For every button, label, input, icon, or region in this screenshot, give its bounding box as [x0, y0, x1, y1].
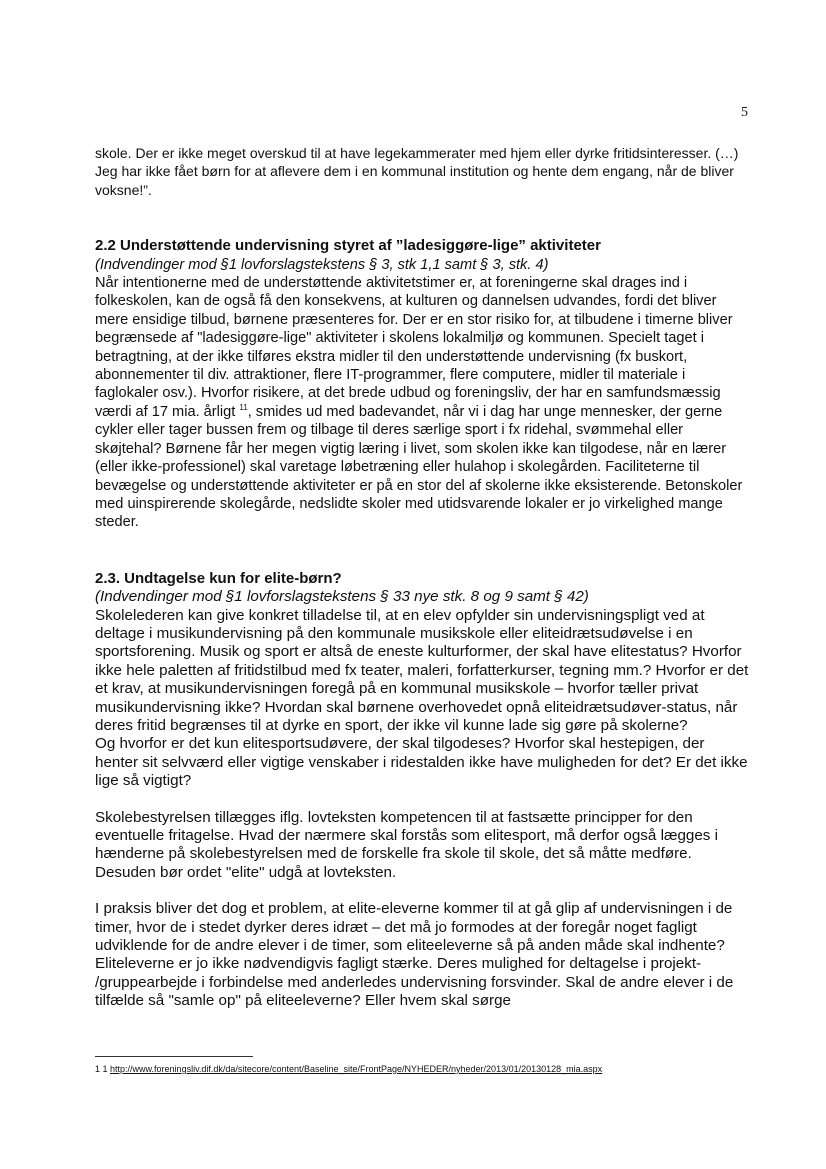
section-paragraph: Og hvorfor er det kun elitesportsudøvere, der skal tilgodeses? Hvorfor skal hestepigen, der henter sit selvværd eller vigtige venskaber i ridestalden ikke have muligheden for det? Er det ikke lige så vigtigt? [95, 735, 748, 790]
section-paragraph: Skolelederen kan give konkret tilladelse til, at en elev opfylder sin undervisningspligt ved at deltage i musikundervisning på den kommunale musikskole eller eliteidrætsudøvelse i en sportsforening. Musik og sport er altså de eneste kulturformer, der skal have elitestatus? Hvorfor ikke hele paletten af fritidstilbud med fx teater, maleri, forfatterkurser, tegning mm.? Hvorfor er det et krav, at musikundervisningen foregå på en kommunal musikskole – hvorfor tæller privat musikundervisning ikke? Hvordan skal børnene overhovedet opnå eliteidrætsudøver-status, når deres fritid begrænses til at dyrke en sport, der ikke vil kunne lade sig gøre på skolerne? [95, 606, 749, 734]
section-heading: 2.3. Undtagelse kun for elite-børn? [95, 569, 342, 587]
footnote-divider [95, 1056, 253, 1057]
paragraph-text: Når intentionerne med de understøttende aktivitetstimer er, at foreningerne skal drages ind i folkeskolen, kan de også få den konsekvens, at kulturen og dannelsen udvandes, fordi det bliver mere ensidige tilbud, børnene præsenteres for. Der er en stor risiko for, at tilbudene i timerne bliver begrænsede af "ladesiggøre-lige" aktiviteter i skolens lokalmiljø og kommunen. Specielt taget i betragtning, at der ikke tilføres ekstra midler til den understøttende undervisning (fx buskort, abonnementer til div. attraktioner, flere IT-programmer, flere computere, midler til materiale i faglokaler osv.). Hvorfor risikere, at det brede udbud og foreningsliv, der har en samfundsmæssig værdi af 17 mia. årligt [95, 275, 733, 420]
document-body [95, 144, 751, 1011]
section-paragraph: Skolebestyrelsen tillægges iflg. lovteksten kompetencen til at fastsætte principper for den eventuelle fritagelse. Hvad der nærmere skal forstås som elitesport, må derfor også lægges i hænderne på skolebestyrelsen med de forskelle fra skole til skole, det så måtte medføre. Desuden bør ordet "elite" udgå at lovteksten. [95, 808, 718, 881]
section-heading: 2.2 Understøttende undervisning styret af ”ladesiggøre-lige” aktiviteter [95, 237, 601, 255]
section-paragraph: I praksis bliver det dog et problem, at elite-eleverne kommer til at gå glip af undervisningen i de timer, hvor de i stedet dyrker deres idræt – det må jo formodes at der foregår noget fagligt udviklende for de andre elever i de timer, som eliteeleverne så på anden måde skal indhente? Eliteleverne er jo ikke nødvendigvis fagligt stærke. Deres mulighed for deltagelse i projekt- /gruppearbejde i forbindelse med anderledes undervisning forsvinder. Skal de andre elever i de tilfælde så "samle op" på eliteeleverne? Eller hvem skal sørge [95, 900, 734, 1010]
footnote [95, 1064, 602, 1074]
footnote-link[interactable]: http://www.foreningsliv.dif.dk/da/sitecore/content/Baseline_site/FrontPage/NYHEDER/nyheder/2013/01/20130128_mia.aspx [110, 1064, 603, 1074]
section-subheading: (Indvendinger mod §1 lovforslagstekstens § 33 nye stk. 8 og 9 samt § 42) [95, 588, 589, 606]
footnote-marker: 1 1 [95, 1064, 108, 1074]
intro-paragraph: skole. Der er ikke meget overskud til at have legekammerater med hjem eller dyrke fritidsinteresser. (…) Jeg har ikke fået børn for at aflevere dem i en kommunal institution og hente dem engang, når de bliver voksne!”. [95, 145, 739, 198]
section-paragraph [95, 274, 751, 532]
page-number: 5 [741, 105, 748, 120]
section-2-2 [95, 237, 751, 532]
section-2-3 [95, 570, 751, 1011]
section-subheading: (Indvendinger mod §1 lovforslagstekstens § 3, stk 1,1 samt § 3, stk. 4) [95, 256, 549, 273]
footnote-reference: 11 [239, 403, 248, 413]
paragraph-text: , smides ud med badevandet, når vi i dag har unge mennesker, der gerne cykler eller tager bussen frem og tilbage til deres særlige sport i fx ridehal, svømmehal eller skøjtehal? Børnene får her megen vigtig læring i livet, som skolen ikke kan tilgodese, når en lærer (eller ikke-professionel) skal varetage løbetræning eller hulahop i skolegården. Faciliteterne til bevægelse og understøttende aktiviteter er på en stor del af skolerne ikke eksisterende. Betonskoler med uinspirerende skolegårde, nedslidte skoler med utidsvarende lokaler er jo virkelighed mange steder. [95, 403, 743, 531]
